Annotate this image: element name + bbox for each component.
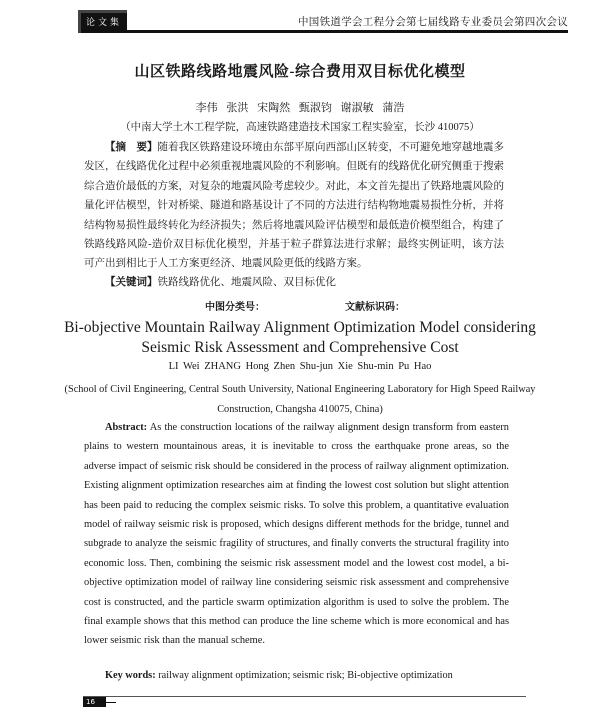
keywords-en-label: Key words: — [105, 670, 156, 681]
affiliation-en: (School of Civil Engineering, Central South University, National Engineering Laboratory for High Speed Railway Construction, Changsha 410075, China) — [64, 384, 536, 415]
keywords-cn-label: 【关键词】 — [105, 277, 158, 288]
document-code-label: 文献标识码： — [345, 302, 405, 313]
keywords-en — [105, 670, 453, 681]
page-number-dash — [106, 702, 116, 703]
abstract-cn — [84, 138, 504, 274]
page-number: 16 — [83, 697, 106, 707]
keywords-en-text: railway alignment optimization; seismic risk; Bi-objective optimization — [158, 670, 453, 681]
title-en-line-1: Bi-objective Mountain Railway Alignment Optimization Model considering — [64, 319, 536, 336]
paper-title-cn: 山区铁路线路地震风险-综合费用双目标优化模型 — [134, 64, 466, 80]
proceedings-logo: 论文集 — [78, 10, 127, 33]
classification-label: 中图分类号： — [205, 302, 265, 313]
title-en-line-2: Seismic Risk Assessment and Comprehensive Cost — [141, 339, 459, 356]
footer-rule — [83, 696, 526, 697]
running-header — [78, 0, 568, 36]
affiliation-cn: （中南大学土木工程学院，高速铁路建造技术国家工程实验室，长沙 410075） — [120, 122, 480, 133]
abstract-en-text: As the construction locations of the railway alignment design transform from eastern plains to western mountainous areas, it is inevitable to cross the earthquake prone areas, so the adverse impact of seismic risk should be considered in the process of railway alignment optimization. Existing alignment optimization researches aim at finding the lowest cost solution but slight attention has been paid to reducing the complex seismic risks. To solve this problem, a quantitative evaluation model of railway seismic risk is proposed, which designs different methods for the bridge, tunnel and subgrade to analyze the seismic fragility of structures, and finally converts the structural fragility into economic loss. Then, combining the seismic risk assessment model and the lowest cost model, a bi-objective optimization model of railway line considering seismic risk assessment and comprehensive cost is constructed, and the particle swarm optimization algorithm is used to solve the problem. The final example shows that this method can produce the line scheme which is more economical and has lower seismic risk than the manual scheme. — [84, 422, 509, 647]
authors-en: LI Wei ZHANG Hong Zhen Shu-jun Xie Shu-min Pu Hao — [168, 361, 432, 372]
paper-title-en — [0, 318, 600, 358]
header-rule — [124, 30, 568, 33]
keywords-cn-text: 铁路线路优化、地震风险、双目标优化 — [157, 277, 336, 288]
abstract-cn-label: 【摘 要】 — [105, 142, 158, 153]
abstract-en — [84, 418, 509, 651]
abstract-cn-text: 随着我区铁路建设环境由东部平原向西部山区转变，不可避免地穿越地震多发区，在线路优化过程中必须重视地震风险的不利影响。但既有的线路优化研究侧重于搜索综合造价最低的方案，对复杂的地震风险考虑较少。对此，本文首先提出了铁路地震风险的量化评估模型，针对桥梁、隧道和路基设计了不同的方法进行结构物地震易损性分析，并将结构物易损性最终转化为经济损失；然后将地震风险评估模型和最低造价模型组合，构建了铁路线路风险-造价双目标优化模型，并基于粒子群算法进行求解；最终实例证明，该方法可产出到相比于人工方案更经济、地震风险更低的线路方案。 — [84, 142, 504, 270]
abstract-en-label: Abstract: — [105, 422, 148, 433]
conference-title: 中国铁道学会工程分会第七届线路专业委员会第四次会议 — [298, 16, 568, 28]
authors-cn: 李伟 张洪 宋陶然 甄淑钧 谢淑敏 蒲浩 — [195, 102, 405, 114]
keywords-cn — [105, 274, 336, 289]
